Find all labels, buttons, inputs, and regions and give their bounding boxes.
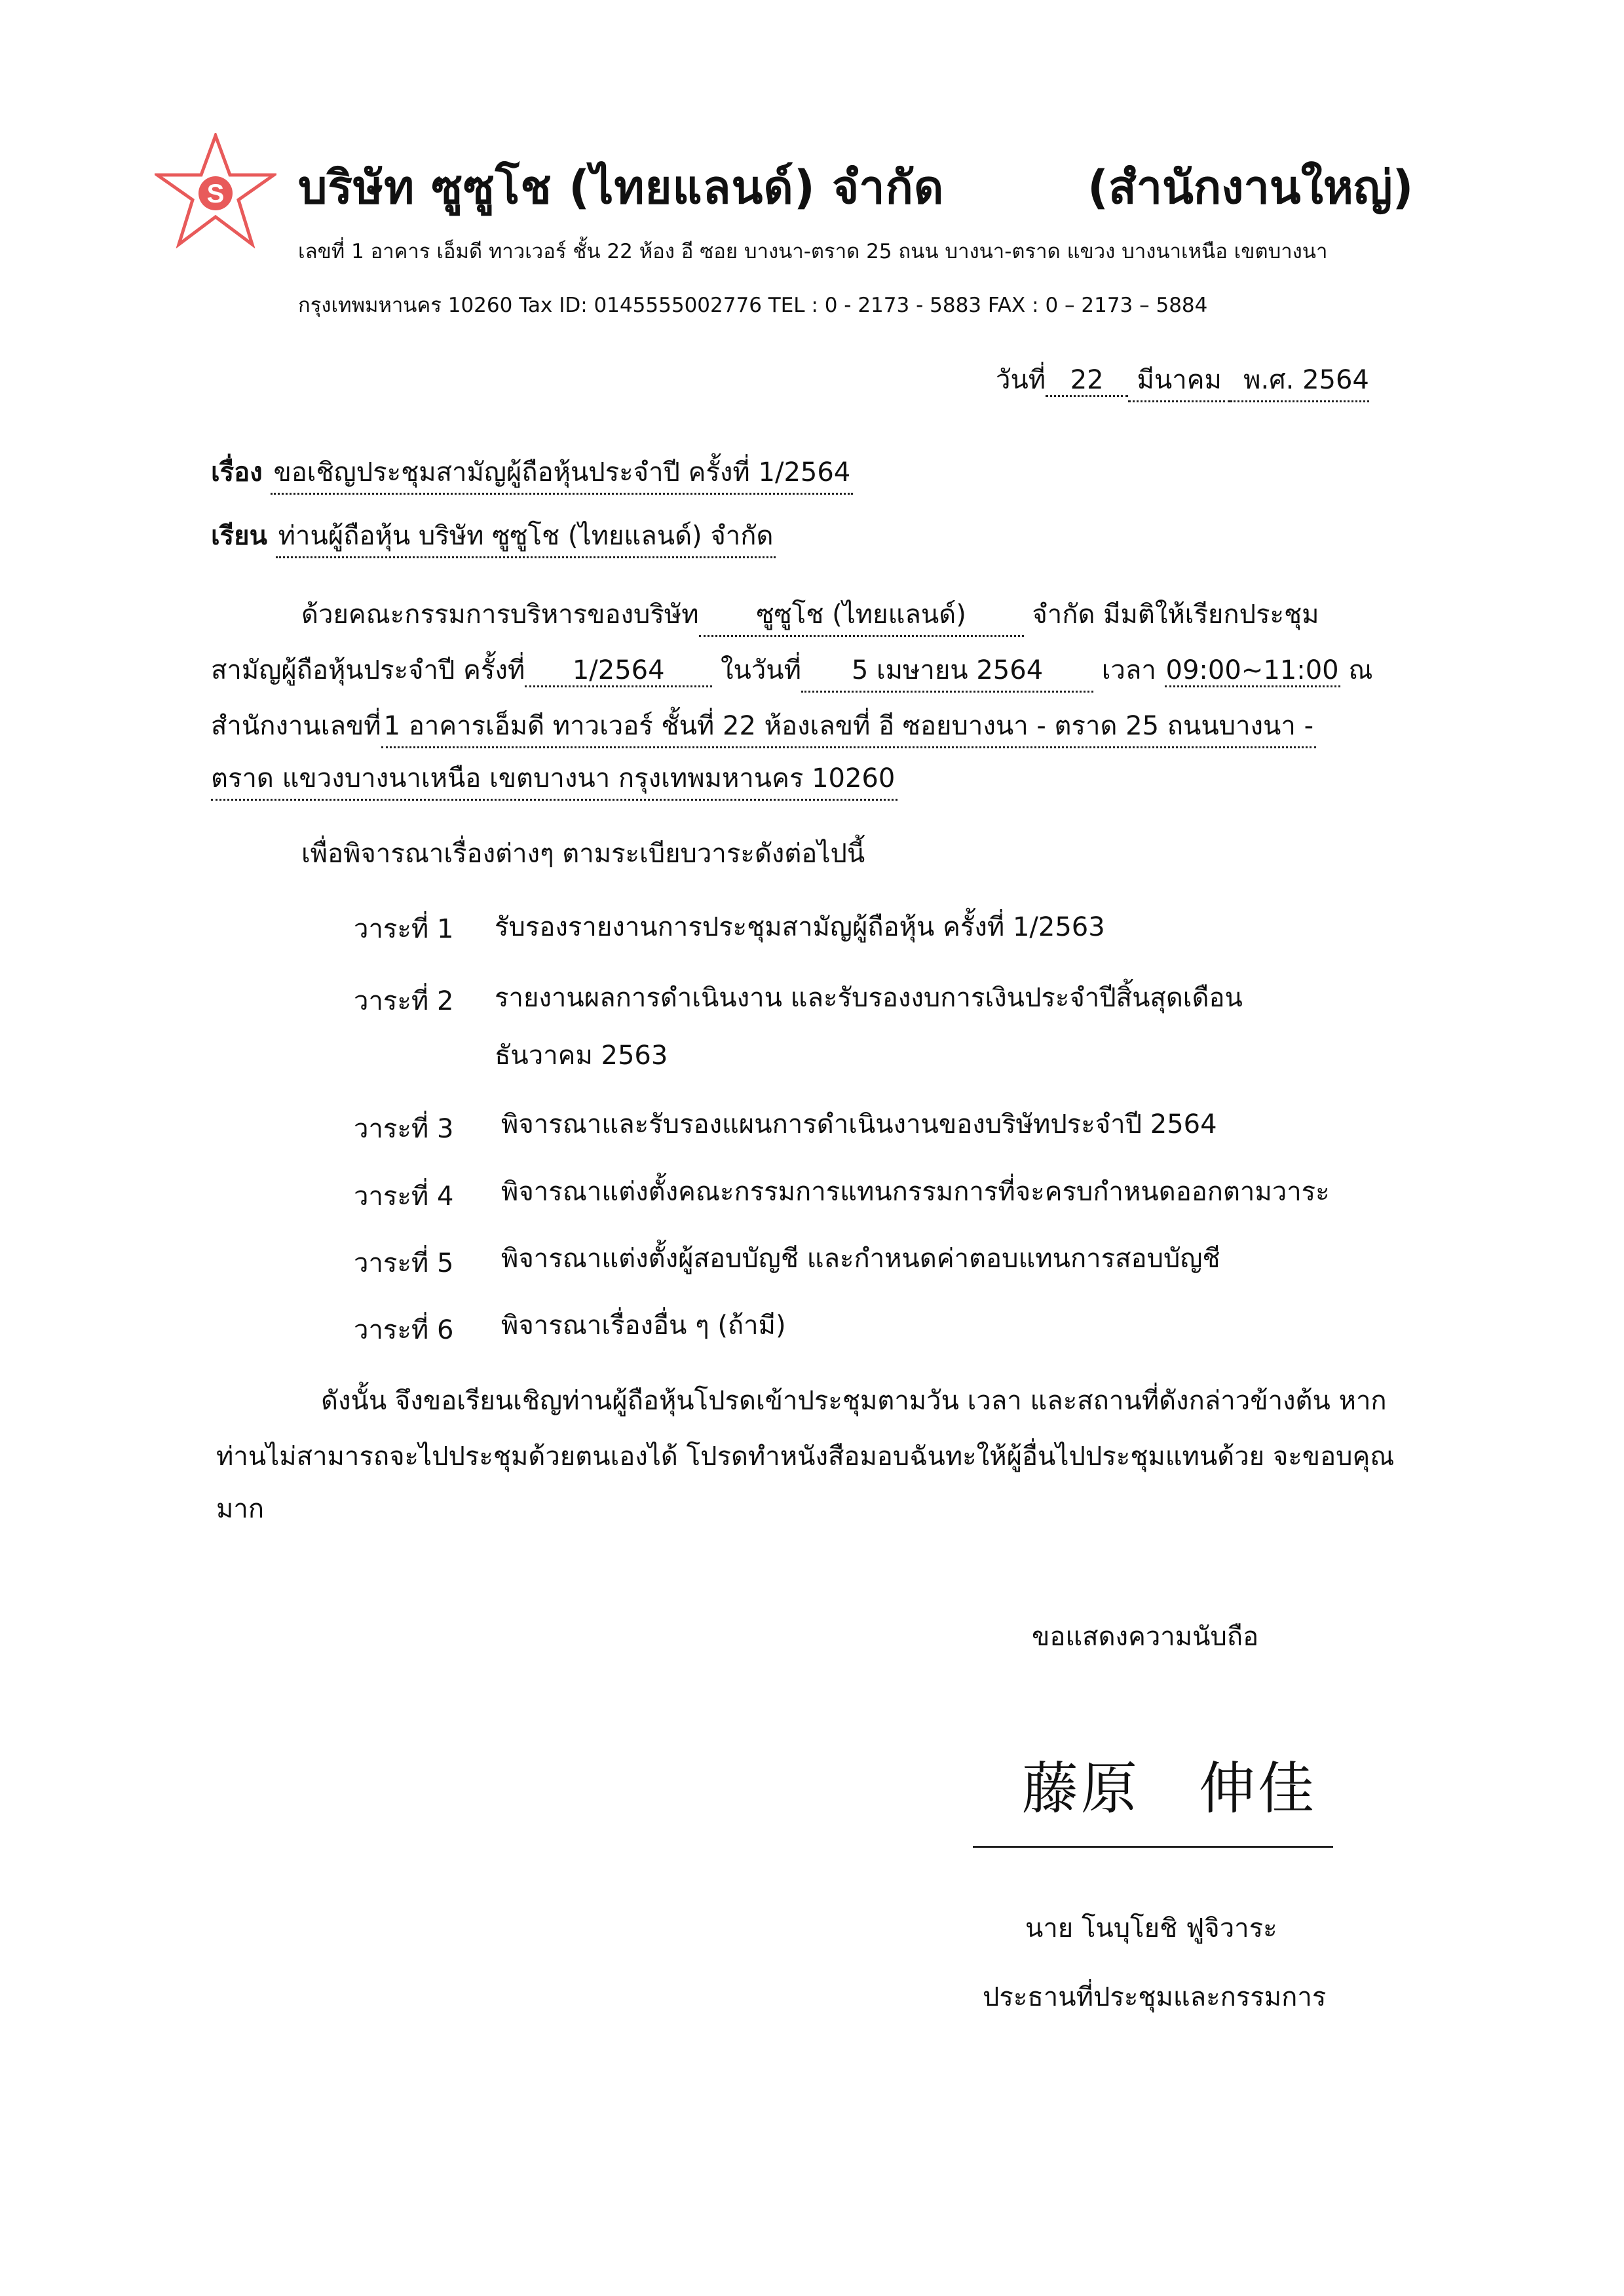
body-line2-suffix: ณ xyxy=(1348,655,1373,685)
agenda-1-text: รับรองรายงานการประชุมสามัญผู้ถือหุ้น ครั้งที่ 1/2563 xyxy=(495,912,1105,942)
agenda-2-text-cont: ธันวาคม 2563 xyxy=(495,1041,668,1071)
subject-line xyxy=(211,451,853,495)
date-day: 22 xyxy=(1046,365,1128,397)
venue-line-2: ตราด แขวงบางนาเหนือ เขตบางนา กรุงเทพมหานคร 10260 xyxy=(211,757,897,801)
company-name: บริษัท ซูซูโช (ไทยแลนด์) จำกัด xyxy=(298,161,945,214)
date-year: 2564 xyxy=(1302,365,1369,395)
signer-title: ประธานที่ประชุมและกรรมการ xyxy=(983,1982,1327,2012)
signature-line xyxy=(973,1846,1333,1848)
agenda-4-text: พิจารณาแต่งตั้งคณะกรรมการแทนกรรมการที่จะครบกำหนดออกตามวาระ xyxy=(501,1177,1330,1207)
meeting-date-field: 5 เมษายน 2564 xyxy=(801,649,1093,693)
office-label: (สำนักงานใหญ่) xyxy=(1087,161,1414,214)
body-line-2 xyxy=(211,649,1372,693)
body-line1-prefix: ด้วยคณะกรรมการบริหารของบริษัท xyxy=(301,600,699,630)
address-line-1: เลขที่ 1 อาคาร เอ็มดี ทาวเวอร์ ชั้น 22 ห้อง อี ซอย บางนา-ตราด 25 ถนน บางนา-ตราด แขวง บางนาเหนือ เขตบางนา xyxy=(298,240,1328,263)
company-field: ซูซูโช (ไทยแลนด์) xyxy=(699,593,1024,637)
closing-line-1: ดังนั้น จึงขอเรียนเชิญท่านผู้ถือหุ้นโปรดเข้าประชุมตามวัน เวลา และสถานที่ดังกล่าวข้างต้น หาก xyxy=(321,1386,1387,1416)
agenda-4-label: วาระที่ 4 xyxy=(354,1181,454,1212)
body-line-4 xyxy=(211,757,897,801)
recipient-line xyxy=(211,514,776,558)
agenda-6-label: วาระที่ 6 xyxy=(354,1315,454,1345)
address-line-2: กรุงเทพมหานคร 10260 Tax ID: 0145555002776 TEL : 0 - 2173 - 5883 FAX : 0 – 2173 – 5884 xyxy=(298,294,1208,317)
date-label-inline: ในวันที่ xyxy=(720,655,801,685)
date-month: มีนาคม xyxy=(1128,358,1230,402)
date-label: วันที่ xyxy=(996,365,1046,395)
signature: 藤原 伸佳 xyxy=(1022,1756,1317,1822)
subject-label: เรื่อง xyxy=(211,457,263,488)
body-line-3 xyxy=(211,704,1316,748)
agenda-3-label: วาระที่ 3 xyxy=(354,1114,454,1144)
logo-letter: S xyxy=(206,180,225,208)
company-logo xyxy=(155,133,276,248)
time-label-inline: เวลา xyxy=(1101,655,1156,685)
meeting-time-field: 09:00~11:00 xyxy=(1165,655,1340,687)
body-line-1 xyxy=(301,593,1319,637)
agenda-intro: เพื่อพิจารณาเรื่องต่างๆ ตามระเบียบวาระดังต่อไปนี้ xyxy=(301,839,865,869)
agenda-5-text: พิจารณาแต่งตั้งผู้สอบบัญชี และกำหนดค่าตอบแทนการสอบบัญชี xyxy=(501,1244,1220,1274)
recipient-text: ท่านผู้ถือหุ้น บริษัท ซูซูโช (ไทยแลนด์) จำกัด xyxy=(276,514,776,558)
date-line xyxy=(996,358,1369,402)
agenda-2-label: วาระที่ 2 xyxy=(354,986,454,1016)
date-era-year xyxy=(1230,358,1369,402)
venue-line-1: 1 อาคารเอ็มดี ทาวเวอร์ ชั้นที่ 22 ห้องเลขที่ อี ซอยบางนา - ตราด 25 ถนนบางนา - xyxy=(381,704,1316,748)
regards: ขอแสดงความนับถือ xyxy=(1032,1622,1259,1652)
agenda-5-label: วาระที่ 5 xyxy=(354,1248,454,1278)
meeting-no-field: 1/2564 xyxy=(525,655,712,687)
agenda-3-text: พิจารณาและรับรองแผนการดำเนินงานของบริษัทประจำปี 2564 xyxy=(501,1109,1217,1139)
subject-text: ขอเชิญประชุมสามัญผู้ถือหุ้นประจำปี ครั้งที่ 1/2564 xyxy=(271,451,853,495)
agenda-1-label: วาระที่ 1 xyxy=(354,914,454,944)
recipient-label: เรียน xyxy=(211,521,267,551)
agenda-6-text: พิจารณาเรื่องอื่น ๆ (ถ้ามี) xyxy=(501,1311,786,1341)
body-line3-prefix: สำนักงานเลขที่ xyxy=(211,711,381,741)
closing-line-3: มาก xyxy=(216,1494,265,1524)
signer-name: นาย โนบุโยชิ ฟูจิวาระ xyxy=(1025,1913,1277,1943)
body-line1-suffix: จำกัด มีมติให้เรียกประชุม xyxy=(1032,600,1319,630)
closing-line-2: ท่านไม่สามารถจะไปประชุมด้วยตนเองได้ โปรดทำหนังสือมอบฉันทะให้ผู้อื่นไปประชุมแทนด้วย จะขอบคุณ xyxy=(216,1442,1395,1472)
agenda-2-text: รายงานผลการดำเนินงาน และรับรองงบการเงินประจำปีสิ้นสุดเดือน xyxy=(495,983,1243,1013)
body-line2-prefix: สามัญผู้ถือหุ้นประจำปี ครั้งที่ xyxy=(211,655,525,685)
date-era: พ.ศ. xyxy=(1243,365,1294,395)
